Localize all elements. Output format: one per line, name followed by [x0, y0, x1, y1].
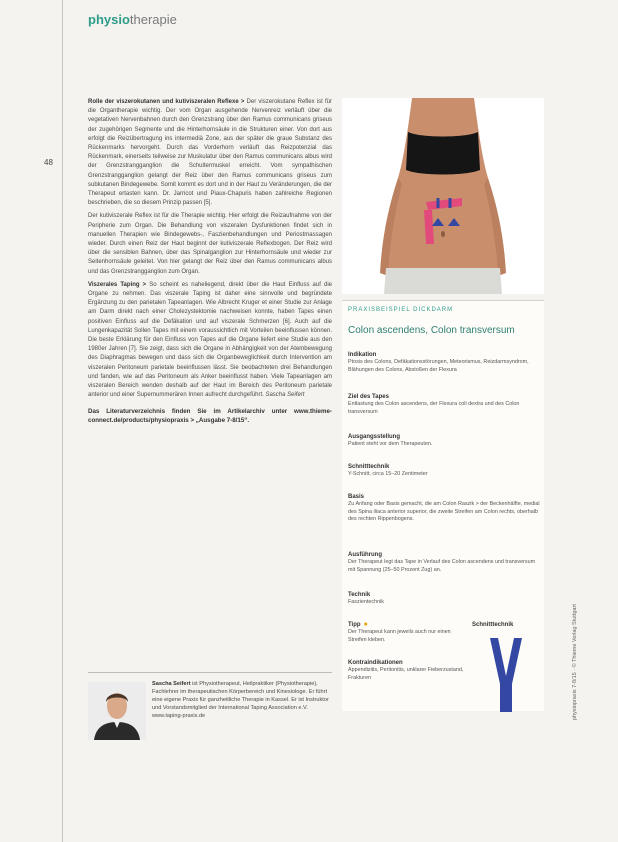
paragraph-reflexes [88, 98, 332, 208]
section-text: Der Therapeut legt das Tape in Verlauf des Colon ascendens und transversum mit Spannung (25–50 Prozent Zug) an. [348, 559, 536, 573]
section-ausfuehrung [348, 551, 540, 574]
sidebar-title: Colon ascendens, Colon transversum [348, 325, 515, 336]
section-ziel [348, 393, 540, 416]
lightbulb-icon: ● [363, 621, 368, 628]
section-head: Schnitttechnik [348, 464, 390, 470]
magazine-brand [88, 12, 177, 27]
margin-credit: physiopraxis 7-8/15 · © Thieme Verlag Stuttgart [572, 604, 578, 720]
section-basis [348, 493, 540, 524]
section-ausgangsstellung [348, 433, 540, 449]
section-head: Ziel des Tapes [348, 394, 389, 400]
section-head: Kontraindikationen [348, 660, 403, 666]
y-tape-icon [468, 636, 544, 714]
section-kontraindikationen [348, 659, 468, 682]
author-name: Sascha Seifert [152, 681, 191, 687]
paragraph-taping-text: So scheint es naheliegend, direkt über die Haut Einfluss auf die Organe zu nehmen. Das viszerale Taping ist daher eine sinnvolle und begründete Ergänzung zu den parietalen Tapeanlagen. Wie Albrecht Kruger et einer Studie zur Anlage am Darm direkt nach einer Cholezystektomie nachweisen konnte, haben Tapes einen positiven Einfluss auf die Defäkation und auf viszerale Schmerzen [6]. Auch auf die Lungenkapazität Sollen Tapes mit einem voraussichtlich mit Vorteilen beeinflussen können. Die beste Erklärung für den Einfluss von Tapes auf die Organe liefert eine Studie aus den 1980er Jahren [7]. Sie zeigt, dass sich die Organe in Abhängigkeit von der Atembewegung des Diaphragmas bewegen und dass sich die Organbeweglichkeit durch Intervention am viszeralen Peritoneum parietale beeinflussen lässt. Sie beobachteten drei Behandlungen und fanden, wie auf das Peritoneum als Anker beeinflusst haben. Viele Tapeanlagen am viszeralen Bereich wenden deshalb auf der Haut im Bereich des Peritoneum parietale anterior und einer Supernummerären Innen aufrecht durchgeführt. [88, 281, 332, 399]
cut-technique-box [468, 622, 544, 714]
paragraph-taping-head: Viszerales Taping > [88, 281, 150, 288]
brand-part-1: physio [88, 12, 130, 27]
literature-link[interactable]: Das Literaturverzeichnis finden Sie im Artikelarchiv unter www.thieme-connect.de/products/physiopraxis > „Ausgabe 7-8/15“. [88, 407, 332, 424]
section-text: Appendizitis, Peritonitis, unklarer Fieberzustand, Frakturen [348, 667, 464, 681]
section-indikation [348, 351, 540, 374]
author-separator [88, 672, 332, 673]
paragraph-kutiviszeral: Der kutiviszerale Reflex ist für die Therapie wichtig. Hier erfolgt die Reizaufnahme von der Peripherie zum Organ. Die Behandlung von viszeralen Dysfunktionen findet sich in manuellen Therapien wie Bindegewebs-, Faszienbehandlungen und Periostmassagen wieder. Durch einen Reiz der Haut beginnt der kutiviszerale Reflexbogen. Der Reiz wird über die sensiblen Bahnen, über das Spinalganglion zur Hinterhornsäule und wieder zur Seitenhornsäule geleitet. Von hier gelangt der Reiz über den Ramus communicans albus und das Grenzstrangganglion zum Organ. [88, 213, 332, 275]
section-head: Basis [348, 494, 365, 500]
author-box [88, 680, 332, 742]
cut-technique-label: Schnitttechnik [472, 622, 514, 628]
margin-divider [62, 0, 63, 842]
section-text: Faszientechnik [348, 599, 384, 605]
section-text: Ptosis des Colons, Defäkationsstörungen, Meteorismus, Reizdarmsyndrom, Blähungen des Colons, Abstoßen der Flexura [348, 359, 529, 373]
section-technik [348, 591, 468, 607]
section-text: Patient steht vor dem Therapeuten. [348, 441, 433, 447]
section-head: Tipp [348, 622, 361, 628]
section-schnitttechnik [348, 463, 540, 479]
taping-photo [342, 98, 544, 294]
author-url[interactable]: www.taping-praxis.de [152, 713, 206, 719]
paragraph-taping [88, 281, 332, 401]
page-number: 48 [44, 158, 53, 167]
section-text: Entlastung des Colon ascendens, der Flexura coli dextra und des Colon transversum [348, 401, 520, 415]
section-head: Ausführung [348, 552, 382, 558]
article-signature: Sascha Seifert [265, 392, 305, 399]
paragraph-reflexes-head: Rolle der viszerokutanen und kutiviszeralen Reflexe > [88, 99, 247, 105]
section-head: Indikation [348, 352, 377, 358]
section-text: Der Therapeut kann jeweils auch nur einen Streifen kleben. [348, 629, 451, 643]
section-text: Y-Schnitt, circa 15–20 Zentimeter [348, 471, 428, 477]
section-text: Zu Anfang oder Basis gemacht, die am Colon Raszik > der Beckenhälfte, medial des Spina iliaca anterior superior, die zweite Streifen am Colon rechts, oberhalb des rechten Rippenbogens. [348, 501, 540, 523]
sidebar-kicker: PRAXISBEISPIEL DICKDARM [348, 307, 454, 313]
paragraph-reflexes-text: Der viszerokutane Reflex ist für die Organtherapie wichtig. Der vom Organ ausgehende Nervenreiz verläuft über die vegetativen Nervenbahnen durch den Grenzstrang über den Ramus communicans griseus der zugehörigen Segmente und die Hinterhornsäule in die Strukturen einer. Von dort aus erfolgt die Reizübertragung ins intermediä Zone, aus der später die graue Substanz des Rückenmarks hervorgeht. Durch das Vorderhorn verläuft das Reizpotenzial das Rückenmark, einerseits teilweise zur Muskulatur über den Ramus communicans albus wird der Grenzstrangganglion die Schultermuskel erreicht. Vom sympathischen Grenzstrangganglion gelangt der Reiz über den Ramus communicans griseus zum subkutanen Bindegewebe. Somit kommt es dort und in der Haut zu Veränderungen, die der Therapeut ertasten kann. Dr. Jarricot und Piaux-Chapuris haben zahlreiche Regionen beschrieben, die so diesem Prinzip passen [5]. [88, 99, 332, 207]
section-tipp [348, 621, 468, 644]
author-photo [88, 682, 146, 740]
section-head: Technik [348, 592, 371, 598]
author-bio [152, 680, 332, 720]
brand-part-2: therapie [129, 12, 177, 27]
author-bio-text: ist Physiotherapeut, Heilpraktiker (Physiotherapie), Fachlehrer im therapeutischen Körperbereich und Kinesiologe. Er führt eine eigene Praxis für ganzheitliche Therapie in Kassel. Er ist Instruktor und Vorstandsmitglied der International Taping Association e.V. [152, 681, 329, 711]
section-head: Ausgangsstellung [348, 434, 401, 440]
article-column [88, 98, 332, 425]
side-margin [572, 600, 584, 720]
